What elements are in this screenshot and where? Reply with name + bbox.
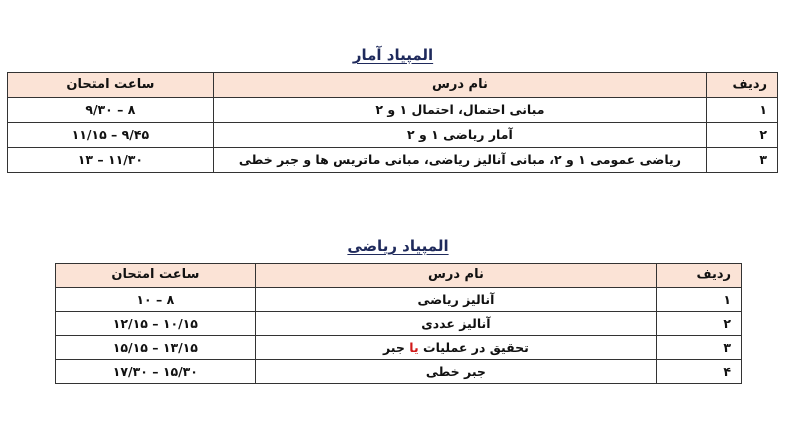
header-course-name: نام درس: [255, 264, 656, 288]
row-number: ۲: [657, 312, 742, 336]
course-name: آنالیز ریاضی: [255, 288, 656, 312]
course-name: مبانی احتمال، احتمال ۱ و ۲: [213, 98, 706, 123]
exam-time: ۸ – ۹/۳۰: [8, 98, 214, 123]
stats-olympiad-title: المپیاد آمار: [352, 46, 434, 64]
row-number: ۱: [707, 98, 778, 123]
table-row: [8, 148, 778, 173]
exam-time: ۱۰/۱۵ – ۱۲/۱۵: [56, 312, 256, 336]
exam-time: ۱۱/۳۰ – ۱۳: [8, 148, 214, 173]
exam-time: ۱۳/۱۵ – ۱۵/۱۵: [56, 336, 256, 360]
table-header-row: [56, 264, 742, 288]
header-exam-time: ساعت امتحان: [56, 264, 256, 288]
table-row: [8, 98, 778, 123]
course-name-part: تحقیق در عملیات: [423, 339, 529, 355]
exam-time: ۸ – ۱۰: [56, 288, 256, 312]
math-olympiad-title: المپیاد ریاضی: [347, 237, 449, 255]
math-olympiad-table: [55, 263, 742, 384]
header-row-number: ردیف: [657, 264, 742, 288]
row-number: ۴: [657, 360, 742, 384]
row-number: ۳: [657, 336, 742, 360]
course-name: جبر خطی: [255, 360, 656, 384]
table-header-row: [8, 73, 778, 98]
exam-time: ۹/۴۵ – ۱۱/۱۵: [8, 123, 214, 148]
stats-olympiad-table: [7, 72, 778, 173]
table-row: [56, 360, 742, 384]
table-row: [8, 123, 778, 148]
course-name: [255, 336, 656, 360]
header-course-name: نام درس: [213, 73, 706, 98]
table-row: [56, 312, 742, 336]
row-number: ۳: [707, 148, 778, 173]
header-exam-time: ساعت امتحان: [8, 73, 214, 98]
exam-time: ۱۵/۳۰ – ۱۷/۳۰: [56, 360, 256, 384]
course-name: آنالیز عددی: [255, 312, 656, 336]
header-row-number: ردیف: [707, 73, 778, 98]
row-number: ۲: [707, 123, 778, 148]
course-name-highlight: یا: [409, 339, 419, 355]
course-name-part: جبر: [383, 339, 405, 355]
row-number: ۱: [657, 288, 742, 312]
course-name: ریاضی عمومی ۱ و ۲، مبانی آنالیز ریاضی، مبانی ماتریس ها و جبر خطی: [213, 148, 706, 173]
table-row: [56, 288, 742, 312]
course-name: آمار ریاضی ۱ و ۲: [213, 123, 706, 148]
table-row: [56, 336, 742, 360]
